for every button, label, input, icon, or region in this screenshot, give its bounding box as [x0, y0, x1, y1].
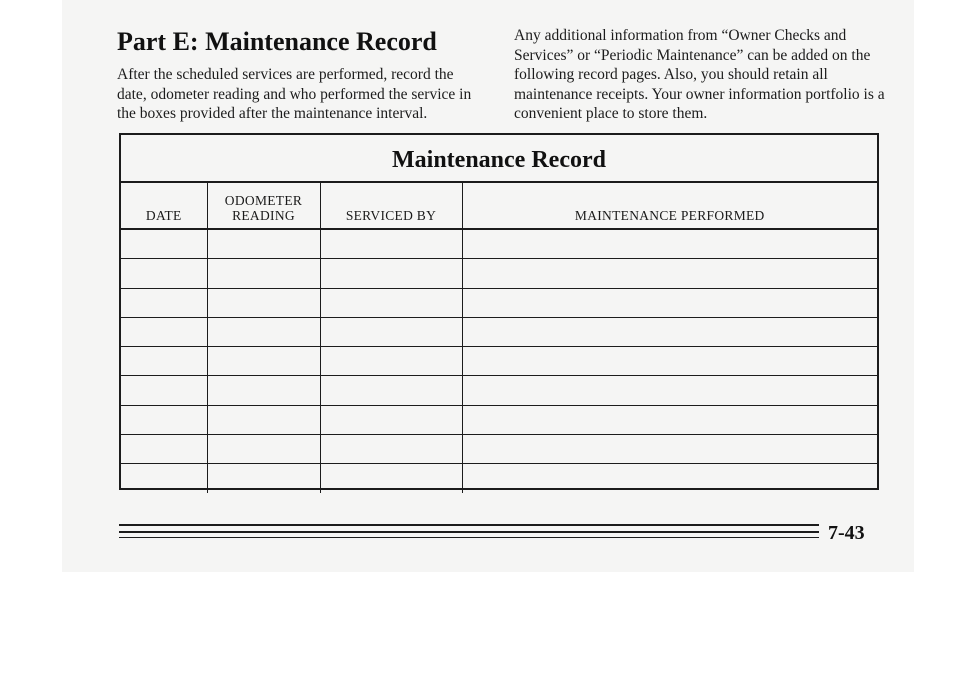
date-cell[interactable]: [121, 347, 207, 376]
date-cell[interactable]: [121, 317, 207, 346]
column-header-line2: READING: [232, 208, 295, 223]
table-row: [121, 347, 877, 376]
intro-paragraph: After the scheduled services are performed, record the date, odometer reading and who performed the service in the boxes provided after the maintenance interval.: [117, 66, 472, 122]
maintenance-performed-cell[interactable]: [462, 229, 877, 259]
table-row: [121, 405, 877, 434]
odometer-cell[interactable]: [207, 405, 320, 434]
odometer-cell[interactable]: [207, 229, 320, 259]
date-cell[interactable]: [121, 435, 207, 464]
odometer-cell[interactable]: [207, 288, 320, 317]
serviced-by-cell[interactable]: [320, 435, 462, 464]
odometer-cell[interactable]: [207, 464, 320, 493]
serviced-by-cell[interactable]: [320, 288, 462, 317]
column-header-maintenance-performed: [462, 183, 877, 229]
serviced-by-cell[interactable]: [320, 317, 462, 346]
footer-rule-thin: [119, 537, 819, 538]
header-row: [121, 183, 877, 229]
table-row: [121, 317, 877, 346]
footer-rule-thick: [119, 524, 819, 526]
left-column: [117, 27, 487, 124]
date-cell[interactable]: [121, 405, 207, 434]
column-header-line2: SERVICED BY: [345, 208, 437, 223]
date-cell[interactable]: [121, 259, 207, 288]
table-row: [121, 464, 877, 493]
maintenance-record-table: [119, 133, 879, 490]
page-number: 7-43: [828, 522, 865, 544]
serviced-by-cell[interactable]: [320, 259, 462, 288]
column-header-line1: ODOMETER: [224, 193, 303, 208]
odometer-cell[interactable]: [207, 347, 320, 376]
odometer-cell[interactable]: [207, 435, 320, 464]
date-cell[interactable]: [121, 464, 207, 493]
maintenance-performed-cell[interactable]: [462, 435, 877, 464]
date-cell[interactable]: [121, 229, 207, 259]
maintenance-performed-cell[interactable]: [462, 317, 877, 346]
section-heading: Part E: Maintenance Record: [117, 27, 437, 56]
column-header-serviced-by: [320, 183, 462, 229]
odometer-cell[interactable]: [207, 259, 320, 288]
table-row: [121, 376, 877, 405]
table-row: [121, 259, 877, 288]
date-cell[interactable]: [121, 288, 207, 317]
odometer-cell[interactable]: [207, 317, 320, 346]
maintenance-performed-cell[interactable]: [462, 405, 877, 434]
maintenance-performed-cell[interactable]: [462, 464, 877, 493]
maintenance-performed-cell[interactable]: [462, 347, 877, 376]
table-row: [121, 288, 877, 317]
serviced-by-cell[interactable]: [320, 376, 462, 405]
table-row: [121, 229, 877, 259]
footer-rule-middle: [119, 531, 819, 533]
serviced-by-cell[interactable]: [320, 229, 462, 259]
record-rows: [121, 229, 877, 493]
record-grid: [121, 183, 877, 493]
column-header-odometer: [207, 183, 320, 229]
column-header-line2: MAINTENANCE PERFORMED: [574, 208, 765, 223]
maintenance-performed-cell[interactable]: [462, 259, 877, 288]
record-table-title: Maintenance Record: [121, 135, 877, 183]
odometer-cell[interactable]: [207, 376, 320, 405]
maintenance-performed-cell[interactable]: [462, 288, 877, 317]
serviced-by-cell[interactable]: [320, 464, 462, 493]
date-cell[interactable]: [121, 376, 207, 405]
serviced-by-cell[interactable]: [320, 405, 462, 434]
column-header-date: [121, 183, 207, 229]
right-column: [514, 26, 894, 124]
maintenance-performed-cell[interactable]: [462, 376, 877, 405]
additional-info-paragraph: Any additional information from “Owner Checks and Services” or “Periodic Maintenance” can be added on the following record pages. Also, you should retain all maintenance receipts. Your owner information portfolio is a convenient place to store them.: [514, 27, 885, 122]
table-row: [121, 435, 877, 464]
column-header-line2: DATE: [145, 208, 182, 223]
serviced-by-cell[interactable]: [320, 347, 462, 376]
